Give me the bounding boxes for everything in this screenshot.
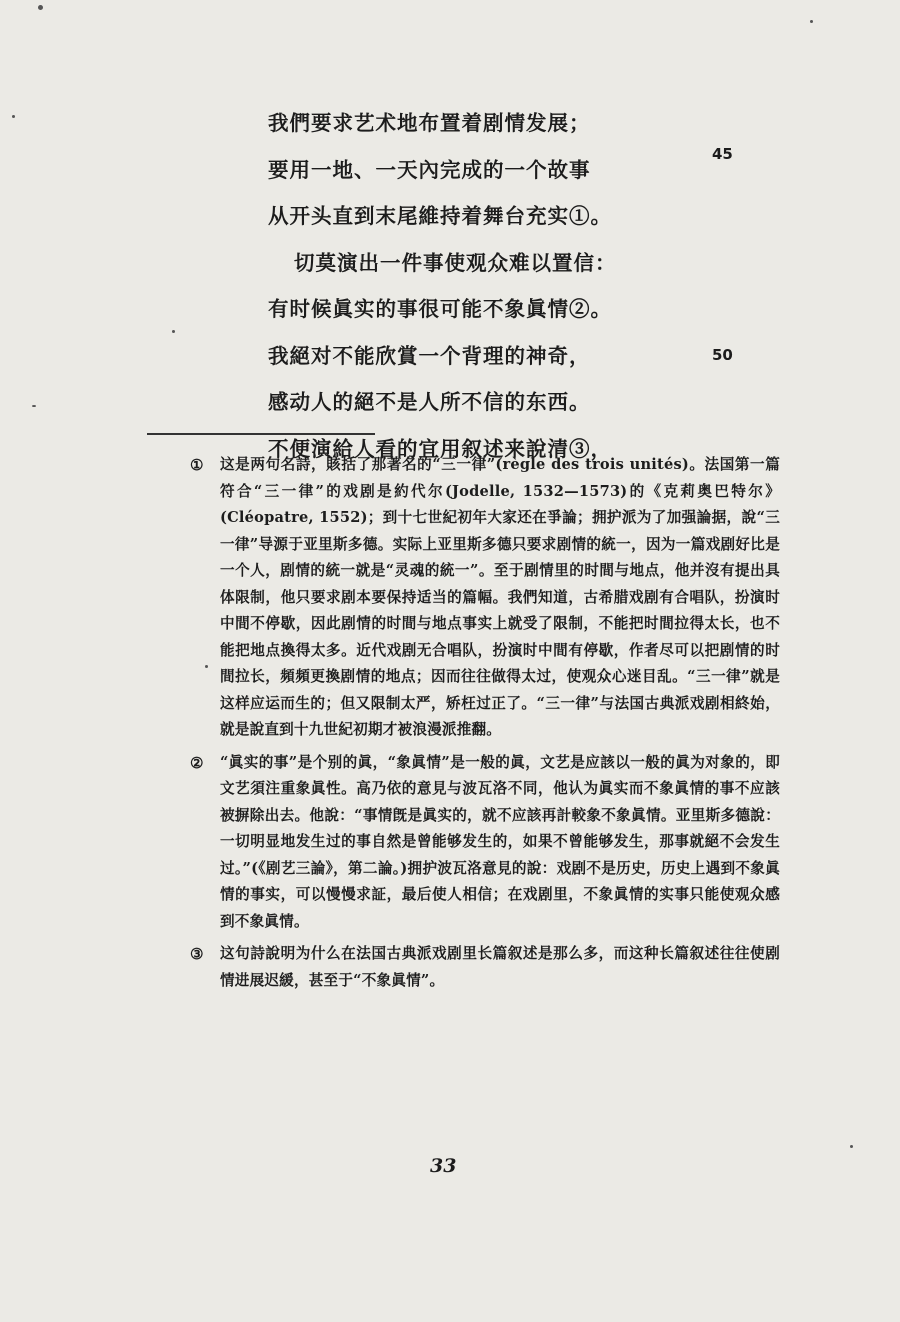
scan-speck (172, 330, 175, 333)
line-number-45: 45 (712, 145, 733, 163)
verse-line: 切莫演出一件事使观众难以置信： (294, 250, 617, 275)
poem-stanza (268, 100, 688, 472)
verse-line: 从开头直到末尾維持着舞台充实①。 (268, 204, 612, 228)
footnote-text: 这句詩說明为什么在法国古典派戏剧里长篇叙述是那么多，而这种长篇叙述往往使剧情进展迟緩，甚至于“不象眞情”。 (220, 945, 780, 989)
scan-speck (12, 115, 15, 118)
verse-line: 我絕对不能欣賞一个背理的神奇， (268, 343, 591, 368)
footnote-1 (190, 452, 780, 744)
verse-line: 我們要求艺术地布置着剧情发展； (268, 111, 591, 135)
verse-line: 要用一地、一天內完成的一个故事 (268, 157, 591, 182)
verse-line: 感动人的絕不是人所不信的东西。 (268, 390, 591, 414)
footnote-separator (147, 433, 375, 435)
page-number: 33 (430, 1155, 457, 1177)
footnote-marker: ③ (190, 945, 204, 963)
line-number-50: 50 (712, 346, 733, 364)
verse-line: 有时候眞实的事很可能不象眞情②。 (268, 297, 612, 321)
scan-speck (810, 20, 813, 23)
verse-line: 不便演給人看的宜用叙述来說清③， (268, 436, 612, 461)
footnote-3 (190, 941, 780, 994)
footnote-text: “眞实的事”是个别的眞，“象眞情”是一般的眞，文艺是应該以一般的眞为对象的，即文艺須注重象眞性。高乃依的意見与波瓦洛不同，他认为眞实而不象眞情的事不应該被摒除出去。他說：“事情旣是眞实的，就不应該再計較象不象眞情。亚里斯多德說：一切明显地发生过的事自然是曾能够发生的，如果不曾能够发生，那事就絕不会发生过。”(《剧艺三論》，第二論。)拥护波瓦洛意見的說：戏剧不是历史，历史上遇到不象眞情的事实，可以慢慢求証，最后使人相信；在戏剧里，不象眞情的实事只能使观众感到不象眞情。 (220, 753, 780, 930)
footnote-2 (190, 750, 780, 936)
scan-speck (850, 1145, 853, 1148)
scan-speck (32, 405, 36, 407)
scan-speck (205, 665, 208, 668)
footnote-marker: ① (190, 456, 204, 474)
footnote-marker: ② (190, 753, 204, 772)
footnote-text: 这是两句名詩，賅括了那著名的“三一律”(règle des trois unités)。法国第一篇符合“三一律”的戏剧是約代尔(Jodelle, 1532—1573)的《克莉奥巴特尔》(Cléopatre, 1552)；到十七世紀初年大家还在爭論；拥护派为了加强論据，說“三一律”导源于亚里斯多德。实际上亚里斯多德只要求剧情的統一，因为一篇戏剧好比是一个人，剧情的統一就是“灵魂的統一”。至于剧情里的时間与地点，他并沒有提出具体限制，他只要求剧本要保持适当的篇幅。我們知道，古希腊戏剧有合唱队，扮演时中間不停歇，因此剧情的时間与地点事实上就受了限制，不能把时間拉得太长，也不能把地点換得太多。近代戏剧无合唱队，扮演时中間有停歇，作者尽可以把剧情的时間拉长，頻頻更換剧情的地点；因而往往做得太过，使观众心迷目乱。“三一律”就是这样应运而生的；但又限制太严，矫枉过正了。“三一律”与法国古典派戏剧相終始，就是說直到十九世紀初期才被浪漫派推翻。 (220, 456, 780, 738)
footnotes (190, 452, 780, 1000)
scan-speck (38, 5, 43, 10)
